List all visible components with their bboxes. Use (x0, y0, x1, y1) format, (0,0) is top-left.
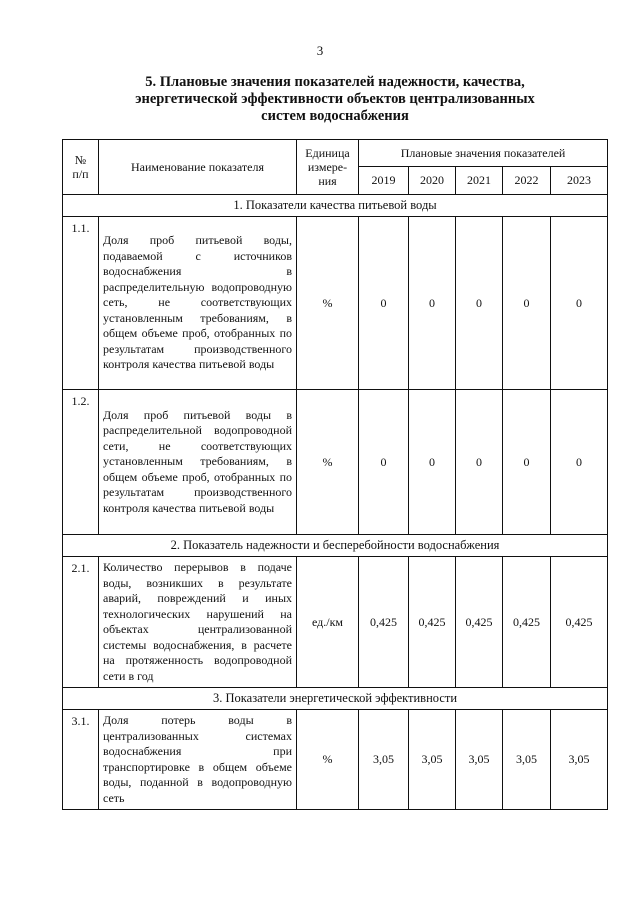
unit-cell: % (297, 710, 359, 810)
value-2023: 0 (551, 390, 608, 535)
section-row (63, 195, 608, 217)
header-indicator-name: Наименование показателя (99, 140, 297, 195)
title-line-2: энергетической эффективности объектов централизованных (135, 91, 535, 107)
table-row (63, 390, 608, 535)
table-row (63, 217, 608, 390)
header-unit-line-2: измере- (307, 160, 348, 174)
title-line-1: 5. Плановые значения показателей надежности, качества, (145, 74, 525, 90)
value-2022: 0 (503, 390, 551, 535)
table-row (63, 710, 608, 810)
header-number-line-1: № (74, 153, 87, 167)
value-2021: 0 (456, 217, 503, 390)
header-number (63, 140, 99, 195)
header-unit (297, 140, 359, 195)
value-2022: 0 (503, 217, 551, 390)
value-2019: 0,425 (359, 557, 409, 688)
header-number-line-2: п/п (72, 167, 89, 181)
unit-cell: ед./км (297, 557, 359, 688)
header-planned-values: Плановые значения показателей (359, 140, 608, 167)
indicator-name: Доля проб питьевой воды, подаваемой с источников водоснабжения в распределительную водопроводную сеть, не соответствующих установленным требованиям, в общем объеме проб, отобранных по результатам производственного контроля качества питьевой воды (99, 217, 297, 390)
unit-cell: % (297, 217, 359, 390)
table-row (63, 557, 608, 688)
header-year-2023: 2023 (551, 167, 608, 195)
header-year-2021: 2021 (456, 167, 503, 195)
page-number: 3 (316, 43, 324, 58)
section-row (63, 535, 608, 557)
value-2023: 0,425 (551, 557, 608, 688)
row-number: 1.1. (63, 217, 99, 390)
value-2020: 0,425 (409, 557, 456, 688)
value-2020: 3,05 (409, 710, 456, 810)
header-unit-line-1: Единица (305, 146, 350, 160)
header-year-2022: 2022 (503, 167, 551, 195)
row-number: 3.1. (63, 710, 99, 810)
header-year-2020: 2020 (409, 167, 456, 195)
header-row-1 (63, 140, 608, 167)
title-line-3: систем водоснабжения (261, 108, 409, 124)
header-unit-line-3: ния (318, 174, 337, 188)
indicator-name: Количество перерывов в подаче воды, возникших в результате аварий, повреждений и иных технологических нарушений на объектах централизованной системы водоснабжения, в расчете на протяженность водопроводной сети в год (99, 557, 297, 688)
value-2020: 0 (409, 390, 456, 535)
value-2019: 0 (359, 217, 409, 390)
document-title (100, 74, 570, 125)
value-2019: 3,05 (359, 710, 409, 810)
unit-cell: % (297, 390, 359, 535)
section-title-3: 3. Показатели энергетической эффективности (63, 688, 608, 710)
header-year-2019: 2019 (359, 167, 409, 195)
value-2021: 3,05 (456, 710, 503, 810)
value-2021: 0 (456, 390, 503, 535)
row-number: 2.1. (63, 557, 99, 688)
value-2020: 0 (409, 217, 456, 390)
section-title-1: 1. Показатели качества питьевой воды (63, 195, 608, 217)
section-row (63, 688, 608, 710)
section-title-2: 2. Показатель надежности и бесперебойности водоснабжения (63, 535, 608, 557)
value-2022: 0,425 (503, 557, 551, 688)
row-number: 1.2. (63, 390, 99, 535)
value-2019: 0 (359, 390, 409, 535)
indicator-name: Доля потерь воды в централизованных системах водоснабжения при транспортировке в общем объеме воды, поданной в водопроводную сеть (99, 710, 297, 810)
value-2023: 3,05 (551, 710, 608, 810)
value-2022: 3,05 (503, 710, 551, 810)
value-2021: 0,425 (456, 557, 503, 688)
value-2023: 0 (551, 217, 608, 390)
indicators-table (62, 139, 608, 810)
indicator-name: Доля проб питьевой воды в распределительной водопроводной сети, не соответствующих установленным требованиям, в общем объеме проб, отобранных по результатам производственного контроля качества питьевой воды (99, 390, 297, 535)
